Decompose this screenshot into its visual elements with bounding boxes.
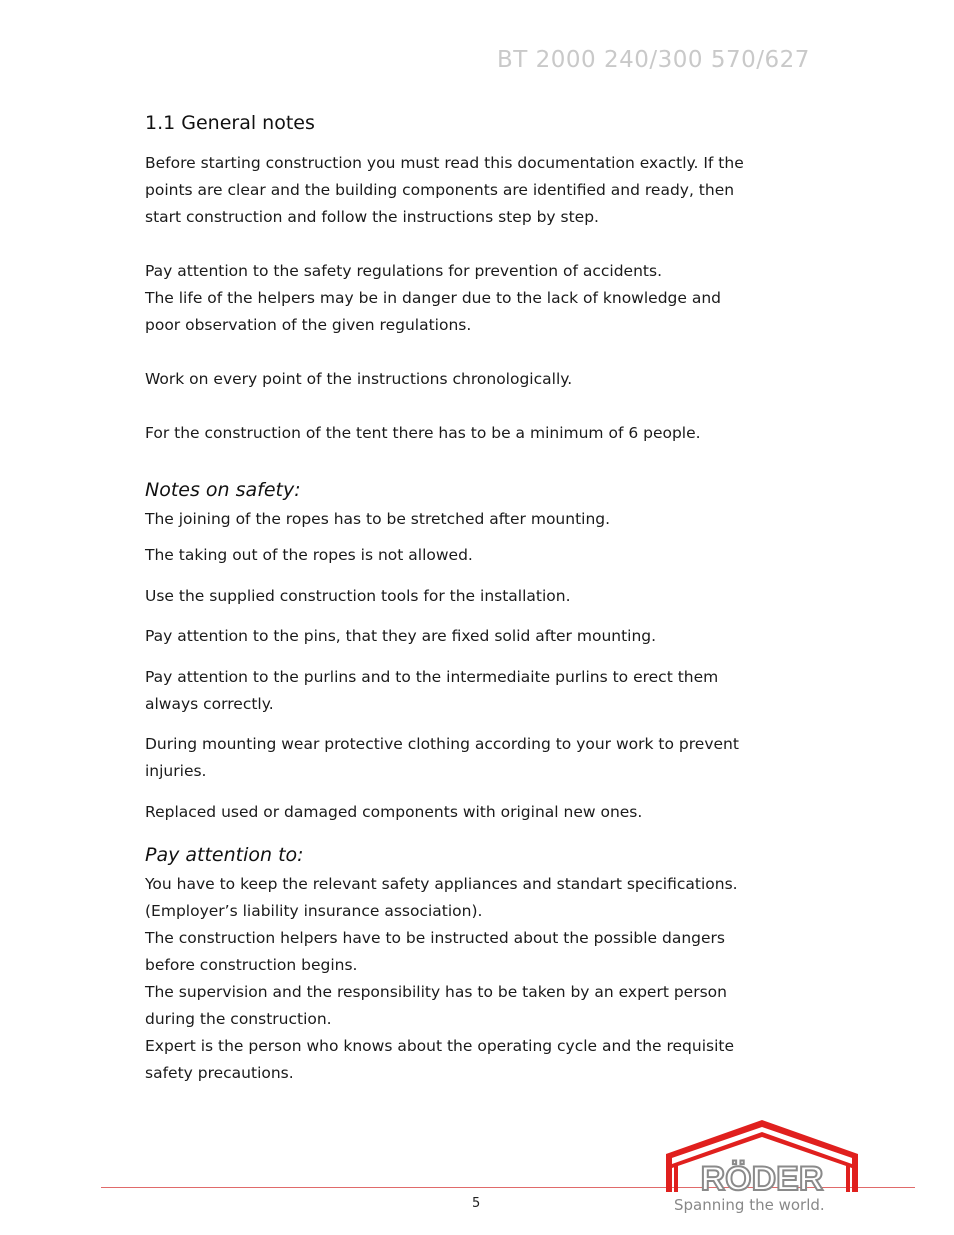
section-title: 1.1 General notes [145, 112, 315, 134]
safety-item: The joining of the ropes has to be stretched after mounting. [145, 510, 611, 528]
text-line: You have to keep the relevant safety appliances and standart specifications. [145, 875, 738, 893]
text-line: During mounting wear protective clothing according to your work to prevent [145, 735, 739, 753]
text-line: start construction and follow the instructions step by step. [145, 208, 599, 226]
roder-logo [664, 1118, 860, 1192]
text-line: The supervision and the responsibility has to be taken by an expert person [145, 983, 727, 1001]
text-line: The life of the helpers may be in danger due to the lack of knowledge and [145, 289, 722, 307]
safety-item: The taking out of the ropes is not allowed. [145, 546, 473, 564]
attention-paragraph [145, 871, 825, 1087]
document-id: BT 2000 240/300 570/627 [497, 47, 810, 73]
text-line: Pay attention to the purlins and to the intermediaite purlins to erect them [145, 668, 719, 686]
text-line: points are clear and the building components are identified and ready, then [145, 181, 735, 199]
minimum-people-note: For the construction of the tent there has to be a minimum of 6 people. [145, 424, 701, 442]
text-line: injuries. [145, 762, 207, 780]
text-line: Pay attention to the safety regulations for prevention of accidents. [145, 262, 662, 280]
safety-regulations-paragraph [145, 258, 825, 339]
text-line: poor observation of the given regulations. [145, 316, 472, 334]
text-line: The construction helpers have to be instructed about the possible dangers [145, 929, 726, 947]
chronological-note: Work on every point of the instructions chronologically. [145, 370, 573, 388]
safety-item: Replaced used or damaged components with original new ones. [145, 803, 643, 821]
attention-heading: Pay attention to: [145, 844, 304, 866]
text-line: before construction begins. [145, 956, 358, 974]
text-line: always correctly. [145, 695, 274, 713]
safety-item [145, 731, 825, 785]
safety-item: Pay attention to the pins, that they are fixed solid after mounting. [145, 627, 657, 645]
svg-text:RÖDER: RÖDER [700, 1160, 824, 1192]
text-line: Expert is the person who knows about the operating cycle and the requisite [145, 1037, 735, 1055]
page-number: 5 [472, 1196, 481, 1211]
safety-item [145, 664, 825, 718]
text-line: safety precautions. [145, 1064, 294, 1082]
text-line: during the construction. [145, 1010, 332, 1028]
intro-paragraph [145, 150, 825, 231]
safety-heading: Notes on safety: [145, 479, 301, 501]
logo-tagline: Spanning the world. [674, 1196, 825, 1214]
text-line: (Employer’s liability insurance association). [145, 902, 483, 920]
safety-item: Use the supplied construction tools for the installation. [145, 587, 571, 605]
text-line: Before starting construction you must read this documentation exactly. If the [145, 154, 744, 172]
